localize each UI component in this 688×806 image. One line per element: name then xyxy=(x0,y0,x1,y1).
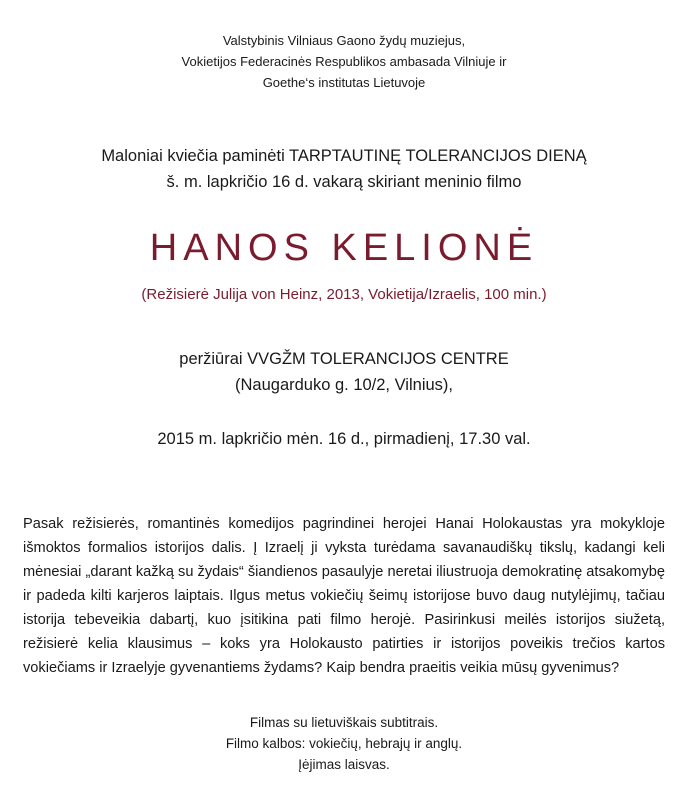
organizer-line: Valstybinis Vilniaus Gaono žydų muziejus, xyxy=(222,33,466,48)
venue-line-1: peržiūrai VVGŽM TOLERANCIJOS CENTRE xyxy=(179,350,509,368)
film-subtitle: (Režisierė Julija von Heinz, 2013, Vokietija/Izraelis, 100 min.) xyxy=(141,286,547,303)
film-title: HANOS KELIONĖ xyxy=(149,227,539,269)
film-description: Pasak režisierės, romantinės komedijos pagrindinei herojei Hanai Holokaustas yra mokykloje išmoktos formalios istorijos dalis. Į Izraelį ji vyksta turėdama savanaudiškų tikslų, kadangi keli mėnesiai „darant kažką su žydais“ šiandienos pasaulyje neretai iliustruoja demokratinę atsakomybę ir padeda kilti karjeros laiptais. Ilgus metus vokiečių šeimų istorijose buvo daug nutylėjimų, tačiau istorija tebeveikia dabartį, kuo įsitikina pati filmo herojė. Pasirinkusi meilės istorijos siužetą, režisierė kelia klausimus – koks yra Holokausto patirties ir istorijos poveikis trečios kartos vokiečiams ir Izraelyje gyvenantiems žydams? Kaip bendra praeitis veikia mūsų gyvenimus? xyxy=(23,516,665,676)
venue-block xyxy=(0,346,688,398)
invitation-block xyxy=(0,143,688,195)
footer-line: Įėjimas laisvas. xyxy=(298,757,390,772)
organizer-line: Vokietijos Federacinės Respublikos ambasada Vilniuje ir xyxy=(181,54,507,69)
footer-line: Filmo kalbos: vokiečių, hebrajų ir anglų. xyxy=(225,736,463,751)
organizers-block xyxy=(0,30,688,93)
footer-notes xyxy=(0,712,688,775)
invitation-line-1: Maloniai kviečia paminėti TARPTAUTINĘ TOLERANCIJOS DIENĄ xyxy=(101,147,587,165)
event-datetime: 2015 m. lapkričio mėn. 16 d., pirmadienį, 17.30 val. xyxy=(157,430,531,448)
organizer-line: Goethe‘s institutas Lietuvoje xyxy=(262,75,426,90)
venue-line-2: (Naugarduko g. 10/2, Vilnius), xyxy=(235,376,453,394)
footer-line: Filmas su lietuviškais subtitrais. xyxy=(249,715,439,730)
invitation-line-2: š. m. lapkričio 16 d. vakarą skiriant meninio filmo xyxy=(166,173,522,191)
